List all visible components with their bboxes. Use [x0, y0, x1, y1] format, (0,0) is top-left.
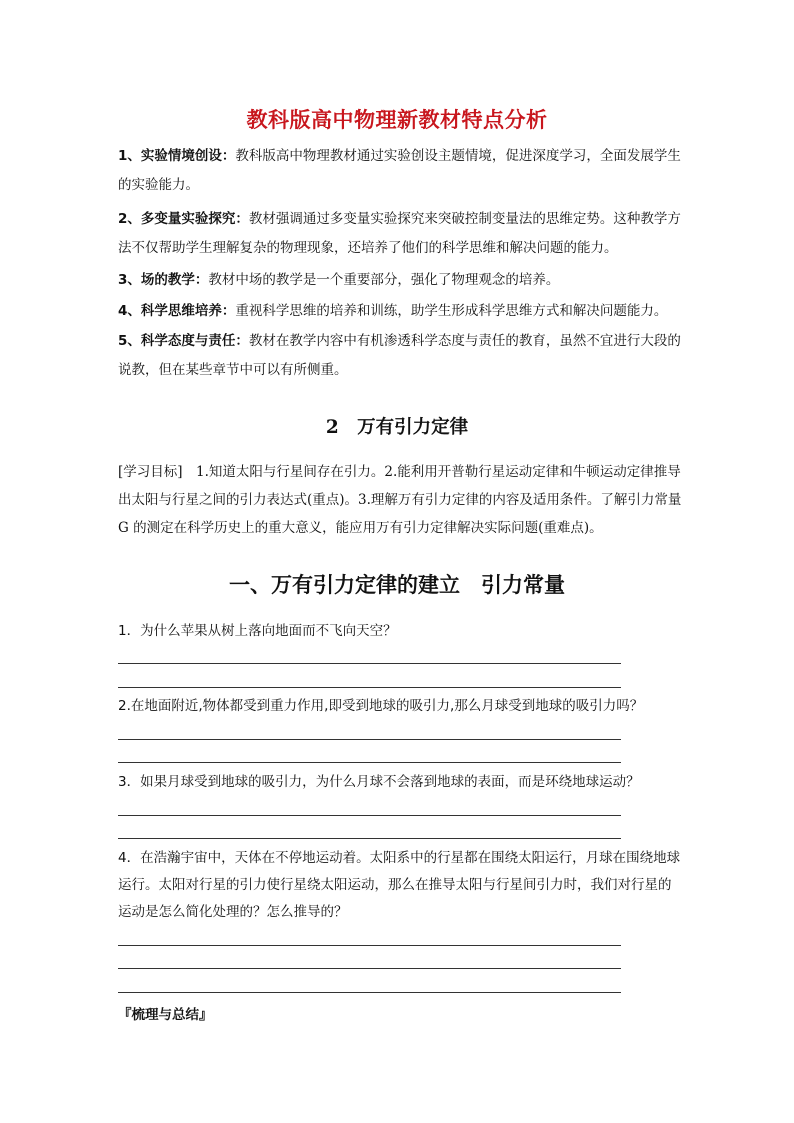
feature-item-5	[118, 327, 683, 385]
answer-line[interactable]	[118, 663, 621, 664]
answer-line[interactable]	[118, 762, 621, 763]
answer-line[interactable]	[118, 739, 621, 740]
question-4: 4．在浩瀚宇宙中，天体在不停地运动着。太阳系中的行星都在围绕太阳运行，月球在围绕地球运行。太阳对行星的引力使行星绕太阳运动，那么在推导太阳与行星间引力时，我们对行星的运动是怎么简化处理的？怎么推导的？	[118, 850, 681, 920]
answer-line[interactable]	[118, 992, 621, 993]
feature-label: 2、多变量实验探究：	[118, 211, 249, 227]
feature-text: 教科版高中物理教材通过实验创设主题情境，促进深度学习，全面发展学生的实验能力。	[118, 148, 681, 193]
answer-line[interactable]	[118, 815, 621, 816]
answer-line[interactable]	[118, 687, 621, 688]
question-1: 1．为什么苹果从树上落向地面而不飞向天空？	[118, 623, 397, 639]
section-title: 一、万有引力定律的建立 引力常量	[229, 572, 565, 597]
feature-text: 教材中场的教学是一个重要部分，强化了物理观念的培养。	[208, 272, 560, 288]
feature-item-2	[118, 205, 683, 263]
feature-item-4	[118, 297, 683, 326]
lesson-title: 2 万有引力定律	[325, 417, 469, 438]
feature-label: 3、场的教学：	[118, 272, 209, 288]
feature-label: 4、科学思维培养：	[118, 303, 236, 319]
feature-item-3	[118, 266, 683, 295]
summary-heading: 『梳理与总结』	[118, 1007, 213, 1023]
answer-line[interactable]	[118, 838, 621, 839]
feature-text: 重视科学思维的培养和训练，助学生形成科学思维方式和解决问题能力。	[235, 303, 668, 319]
feature-text: 教材在教学内容中有机渗透科学态度与责任的教育，虽然不宜进行大段的说教，但在某些章节中可以有所侧重。	[118, 333, 681, 378]
feature-label: 1、实验情境创设：	[118, 148, 236, 164]
answer-line[interactable]	[118, 968, 621, 969]
feature-text: 教材强调通过多变量实验探究来突破控制变量法的思维定势。这种教学方法不仅帮助学生理解复杂的物理现象，还培养了他们的科学思维和解决问题的能力。	[118, 211, 681, 256]
question-2: 2.在地面附近,物体都受到重力作用,即受到地球的吸引力,那么月球受到地球的吸引力吗？	[118, 698, 644, 714]
feature-label: 5、科学态度与责任：	[118, 333, 249, 349]
answer-line[interactable]	[118, 945, 621, 946]
question-3: 3．如果月球受到地球的吸引力，为什么月球不会落到地球的表面，而是环绕地球运动？	[118, 774, 640, 790]
document-title: 教科版高中物理新教材特点分析	[246, 108, 548, 132]
learning-objectives: [学习目标] 1.知道太阳与行星间存在引力。2.能利用开普勒行星运动定律和牛顿运动定律推导出太阳与行星之间的引力表达式(重点)。3.理解万有引力定律的内容及适用条件。了解引力常量 G 的测定在科学历史上的重大意义，能应用万有引力定律解决实际问题(重难点)。	[118, 464, 682, 536]
feature-item-1	[118, 142, 683, 200]
